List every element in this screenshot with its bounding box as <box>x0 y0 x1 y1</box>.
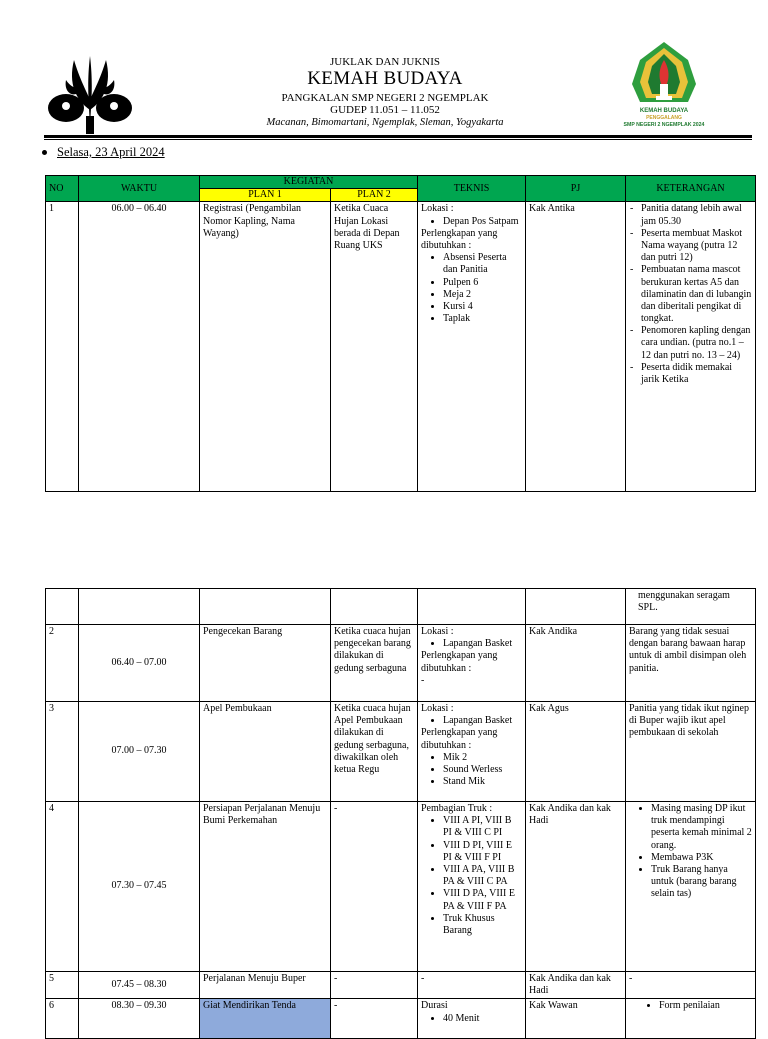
cell-plan1: Pengecekan Barang <box>200 625 331 702</box>
teknis-lokasi-label: Lokasi : <box>421 203 454 215</box>
schedule-table-part-1 <box>45 175 756 492</box>
school-name: PANGKALAN SMP NEGERI 2 NGEMPLAK <box>281 92 489 104</box>
cell-plan2: - <box>331 972 418 999</box>
cell-waktu: 07.45 – 08.30 <box>79 972 200 999</box>
cell-plan2: Ketika Cuaca Hujan Lokasi berada di Depan Ruang UKS <box>331 202 418 492</box>
cell-plan1: Registrasi (Pengambilan Nomor Kapling, Nama Wayang) <box>200 202 331 492</box>
list-item: • Truk Khusus Barang <box>443 913 522 937</box>
list-item: - Panitia datang lebih awal jam 05.30 <box>641 203 752 227</box>
cell-no: 2 <box>46 625 79 702</box>
cell-teknis <box>418 999 526 1039</box>
cell-keterangan: menggunakan seragam SPL. <box>626 589 756 625</box>
cell-plan1-highlighted: Giat Mendirikan Tenda <box>200 999 331 1039</box>
list-item: - Peserta didik memakai jarik Ketika <box>641 362 752 386</box>
list-item: • Depan Pos Satpam <box>443 216 522 228</box>
cell-pj: Kak Andika dan kak Hadi <box>526 802 626 972</box>
header-divider-thick <box>44 135 752 138</box>
cell-keterangan: - <box>626 972 756 999</box>
table-row <box>46 589 756 625</box>
teknis-perlengkapan-label: Perlengkapan yang dibutuhkan : <box>421 727 498 751</box>
header-divider-thin <box>44 139 752 140</box>
cell-plan2: - <box>331 802 418 972</box>
cell-teknis: - <box>418 972 526 999</box>
col-header-kegiatan: KEGIATAN <box>200 176 418 189</box>
cell-plan2: Ketika cuaca hujan pengecekan barang dilakukan di gedung serbaguna <box>331 625 418 702</box>
list-item: • Pulpen 6 <box>443 277 522 289</box>
table-row <box>46 625 756 702</box>
cell-teknis <box>418 625 526 702</box>
cell-no: 1 <box>46 202 79 492</box>
teknis-perlengkapan-label: Perlengkapan yang dibutuhkan : <box>421 227 498 251</box>
cell-keterangan <box>626 802 756 972</box>
list-item: • Sound Werless <box>443 764 522 776</box>
list-item: • Masing masing DP ikut truk mendampingi peserta kemah minimal 2 orang. <box>651 803 752 852</box>
logo-text-1: KEMAH BUDAYA <box>639 108 689 114</box>
cell-keterangan <box>626 999 756 1039</box>
cell-pj: Kak Antika <box>526 202 626 492</box>
gudep-number: GUDEP 11.051 – 11.052 <box>330 104 440 116</box>
list-item: • Truk Barang hanya untuk (barang barang selain tas) <box>651 864 752 901</box>
list-item: • VIII A PA, VIII B PA & VIII C PA <box>443 864 522 888</box>
tunas-kelapa-logo <box>46 50 134 134</box>
col-header-plan2: PLAN 2 <box>331 189 418 202</box>
list-item: • Stand Mik <box>443 776 522 788</box>
cell-teknis <box>418 202 526 492</box>
kemah-budaya-logo <box>610 40 718 132</box>
list-item: • Lapangan Basket <box>443 638 522 650</box>
doc-subtitle: JUKLAK DAN JUKNIS <box>330 56 440 68</box>
teknis-lokasi-label: Lokasi : <box>421 703 454 714</box>
col-header-pj: PJ <box>526 176 626 202</box>
col-header-plan1: PLAN 1 <box>200 189 331 202</box>
logo-text-3: SMP NEGERI 2 NGEMPLAK 2024 <box>623 122 705 128</box>
cell-keterangan <box>626 202 756 492</box>
list-item: • Meja 2 <box>443 289 522 301</box>
bullet-icon <box>42 150 47 155</box>
cell-waktu: 06.00 – 06.40 <box>79 202 200 492</box>
cell-teknis <box>418 702 526 802</box>
date-text: Selasa, 23 April 2024 <box>57 145 165 159</box>
cell-no: 3 <box>46 702 79 802</box>
cell-pj: Kak Andika <box>526 625 626 702</box>
list-item: • Form penilaian <box>659 1000 752 1012</box>
teknis-lokasi-label: Lokasi : <box>421 626 454 637</box>
cell-pj: Kak Wawan <box>526 999 626 1039</box>
cell-plan1: Perjalanan Menuju Buper <box>200 972 331 999</box>
cell-waktu: 06.40 – 07.00 <box>79 625 200 702</box>
cell-keterangan: Panitia yang tidak ikut nginep di Buper wajib ikut apel pembukaan di sekolah <box>626 702 756 802</box>
list-item: • VIII D PA, VIII E PA & VIII F PA <box>443 888 522 912</box>
teknis-dash: - <box>421 674 425 686</box>
cell-pj: Kak Agus <box>526 702 626 802</box>
table-row <box>46 202 756 492</box>
cell-no: 5 <box>46 972 79 999</box>
schedule-date <box>42 145 165 160</box>
list-item: - Penomoren kapling dengan cara undian. (putra no.1 – 12 dan putri no. 13 – 24) <box>641 325 752 362</box>
cell-plan2: Ketika cuaca hujan Apel Pembukaan dilakukan di gedung serbaguna, diwakilkan oleh ketua Regu <box>331 702 418 802</box>
list-item: • VIII D PI, VIII E PI & VIII F PI <box>443 840 522 864</box>
cell-teknis <box>418 802 526 972</box>
col-header-teknis: TEKNIS <box>418 176 526 202</box>
table-row <box>46 702 756 802</box>
col-header-keterangan: KETERANGAN <box>626 176 756 202</box>
list-item: • Mik 2 <box>443 752 522 764</box>
table-row <box>46 999 756 1039</box>
cell-plan2: - <box>331 999 418 1039</box>
teknis-durasi-label: Durasi <box>421 1000 448 1012</box>
list-item: • Taplak <box>443 313 522 325</box>
cell-waktu: 07.00 – 07.30 <box>79 702 200 802</box>
cell-keterangan: Barang yang tidak sesuai dengan barang bawaan harap untuk di ambil disimpan oleh panitia. <box>626 625 756 702</box>
cell-no: 4 <box>46 802 79 972</box>
cell-no: 6 <box>46 999 79 1039</box>
col-header-waktu: WAKTU <box>79 176 200 202</box>
list-item: • VIII A PI, VIII B PI & VIII C PI <box>443 815 522 839</box>
list-item: - Peserta membuat Maskot Nama wayang (putra 12 dan putri 12) <box>641 228 752 265</box>
schedule-table-part-2 <box>45 588 756 1039</box>
list-item: • Lapangan Basket <box>443 715 522 727</box>
table-row <box>46 802 756 972</box>
document-header <box>0 0 768 150</box>
list-item: • 40 Menit <box>443 1013 522 1025</box>
cell-plan1: Persiapan Perjalanan Menuju Bumi Perkemahan <box>200 802 331 972</box>
cell-plan1: Apel Pembukaan <box>200 702 331 802</box>
list-item: • Kursi 4 <box>443 301 522 313</box>
cell-pj: Kak Andika dan kak Hadi <box>526 972 626 999</box>
doc-title: KEMAH BUDAYA <box>307 68 463 89</box>
cell-waktu: 07.30 – 07.45 <box>79 802 200 972</box>
cell-waktu: 08.30 – 09.30 <box>79 999 200 1039</box>
address: Macanan, Bimomartani, Ngemplak, Sleman, Yogyakarta <box>266 117 504 128</box>
teknis-truk-label: Pembagian Truk : <box>421 803 493 814</box>
col-header-no: NO <box>46 176 79 202</box>
logo-text-2: PENGGALANG <box>646 115 682 121</box>
list-item: • Absensi Peserta dan Panitia <box>443 252 522 276</box>
table-row <box>46 972 756 999</box>
list-item: - Pembuatan nama mascot berukuran kertas A5 dan dilaminatin dan di lubangin dan diberitali pengikat di tongkat. <box>641 264 752 325</box>
teknis-perlengkapan-label: Perlengkapan yang dibutuhkan : <box>421 650 498 674</box>
list-item: • Membawa P3K <box>651 852 752 864</box>
